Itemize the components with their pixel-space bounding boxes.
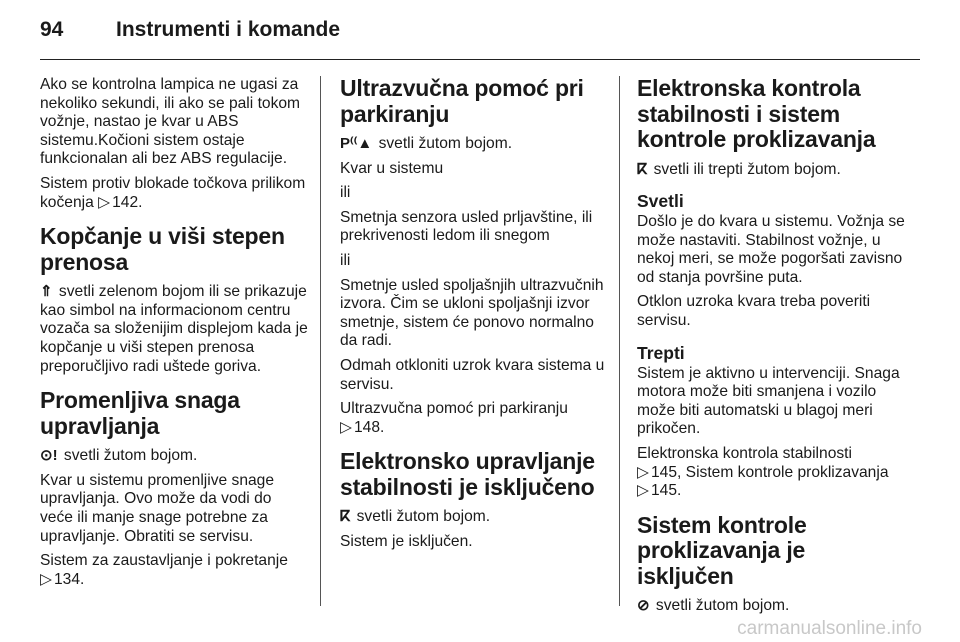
- traction-off-icon: ⊘: [637, 597, 650, 615]
- or-text: ili: [340, 251, 351, 269]
- abs-warning-text: Ako se kontrolna lampica ne ugasi za nekoliko sekundi, ili ako se pali tokom vožnje, nastao je kvar u ABS sistemu.Kočioni sistem ostaje funkcionalan ali bez ABS regulacije.: [40, 76, 301, 168]
- page-number: 94: [40, 18, 64, 41]
- lit-service-text: Otklon uzroka kvara treba poveriti servisu.: [637, 293, 871, 330]
- watermark: carmanualsonline.info: [737, 618, 922, 639]
- lit-text: Došlo je do kvara u sistemu. Vožnja se može nastaviti. Stabilnost vožnje, u nekoj meri, se može pogoršati zavisno od stanja površine puta.: [637, 213, 905, 286]
- traction-off-status: ⊘ svetli žutom bojom.: [637, 597, 790, 615]
- parking-reference: Ultrazvučna pomoć pri parkiranju ▷ 148.: [340, 400, 568, 436]
- parking-service-text: Odmah otkloniti uzrok kvara sistema u servisu.: [340, 356, 605, 393]
- column-middle: [340, 76, 608, 558]
- section-heading-esc: Elektronska kontrola stabilnosti i sistem kontrole proklizavanja: [637, 75, 876, 152]
- page-reference-link[interactable]: 145, Sistem kontrole proklizavanja: [651, 463, 889, 481]
- page-header: [40, 18, 920, 48]
- column-divider: [320, 76, 321, 606]
- stop-start-reference: Sistem za zaustavljanje i pokretanje ▷ 134.: [40, 552, 288, 588]
- reference-arrow-icon: ▷: [340, 418, 352, 436]
- section-heading-traction-off: Sistem kontrole proklizavanja je isključen: [637, 511, 807, 589]
- column-left: [40, 76, 308, 595]
- esc-off-icon: ⴽ: [340, 508, 351, 526]
- reference-arrow-icon: ▷: [40, 570, 52, 588]
- subheading-lit: Svetli: [637, 191, 684, 212]
- steering-fault-text: Kvar u sistemu promenljive snage upravljanja. Ovo može da vodi do veće ili manje snage potrebne za upravljanje. Obratiti se servisu.: [40, 471, 275, 545]
- column-divider: [619, 76, 620, 606]
- section-heading-steering: Promenljiva snaga upravljanja: [40, 387, 240, 439]
- header-rule: [40, 59, 920, 60]
- esc-status: ⴽ svetli ili trepti žutom bojom.: [637, 160, 841, 178]
- flash-text: Sistem je aktivno u intervenciji. Snaga motora može biti smanjena i vozilo može biti automatski u blagoj meri prikočen.: [637, 364, 900, 438]
- abs-reference: Sistem protiv blokade točkova prilikom kočenja ▷ 142.: [40, 174, 306, 211]
- upshift-icon: ⇑: [40, 283, 53, 301]
- parking-sensor-text: Smetnja senzora usled prljavštine, ili prekrivenosti ledom ili snegom: [340, 208, 593, 245]
- page-reference-link[interactable]: 145.: [651, 482, 682, 500]
- section-heading-esc-off: Elektronsko upravljanje stabilnosti je isključeno: [340, 448, 595, 500]
- esc-reference: Elektronska kontrola stabilnosti ▷ 145, Sistem kontrole proklizavanja ▷ 145.: [637, 445, 889, 500]
- parking-status: P⁽⁽▲ svetli žutom bojom.: [340, 135, 513, 152]
- parking-interference-text: Smetnje usled spoljašnjih ultrazvučnih izvora. Čim se ukloni spoljašnji izvor smetnje, sistem će ponovo normalno da radi.: [340, 276, 604, 350]
- or-text: ili: [340, 184, 351, 202]
- esc-icon: ⴽ: [637, 160, 648, 178]
- column-right: [637, 76, 907, 622]
- parking-fault-text: Kvar u sistemu: [340, 159, 444, 177]
- section-heading-parking-assist: Ultrazvučna pomoć pri parkiranju: [340, 75, 584, 127]
- steering-status: ⊙! svetli žutom bojom.: [40, 447, 198, 465]
- page-reference-link[interactable]: 142.: [112, 193, 143, 211]
- steering-warning-icon: ⊙!: [40, 447, 58, 465]
- subheading-flash: Trepti: [637, 342, 685, 363]
- reference-arrow-icon: ▷: [637, 463, 649, 481]
- parking-assist-icon: P⁽⁽▲: [340, 135, 373, 152]
- esc-off-status: ⴽ svetli žutom bojom.: [340, 508, 491, 526]
- upshift-text: ⇑ svetli zelenom bojom ili se prikazuje kao simbol na informacionom centru vozača sa složenijim displejom kada je kopčanje u viši stepen prenosa preporučljivo radi uštede goriva.: [40, 283, 308, 375]
- esc-off-text: Sistem je isključen.: [340, 532, 473, 550]
- reference-arrow-icon: ▷: [637, 482, 649, 500]
- page-reference-link[interactable]: 148.: [354, 418, 385, 436]
- reference-arrow-icon: ▷: [98, 193, 111, 211]
- section-heading-upshift: Kopčanje u viši stepen prenosa: [40, 223, 285, 275]
- page-reference-link[interactable]: 134.: [54, 570, 85, 588]
- page-title: Instrumenti i komande: [116, 18, 341, 41]
